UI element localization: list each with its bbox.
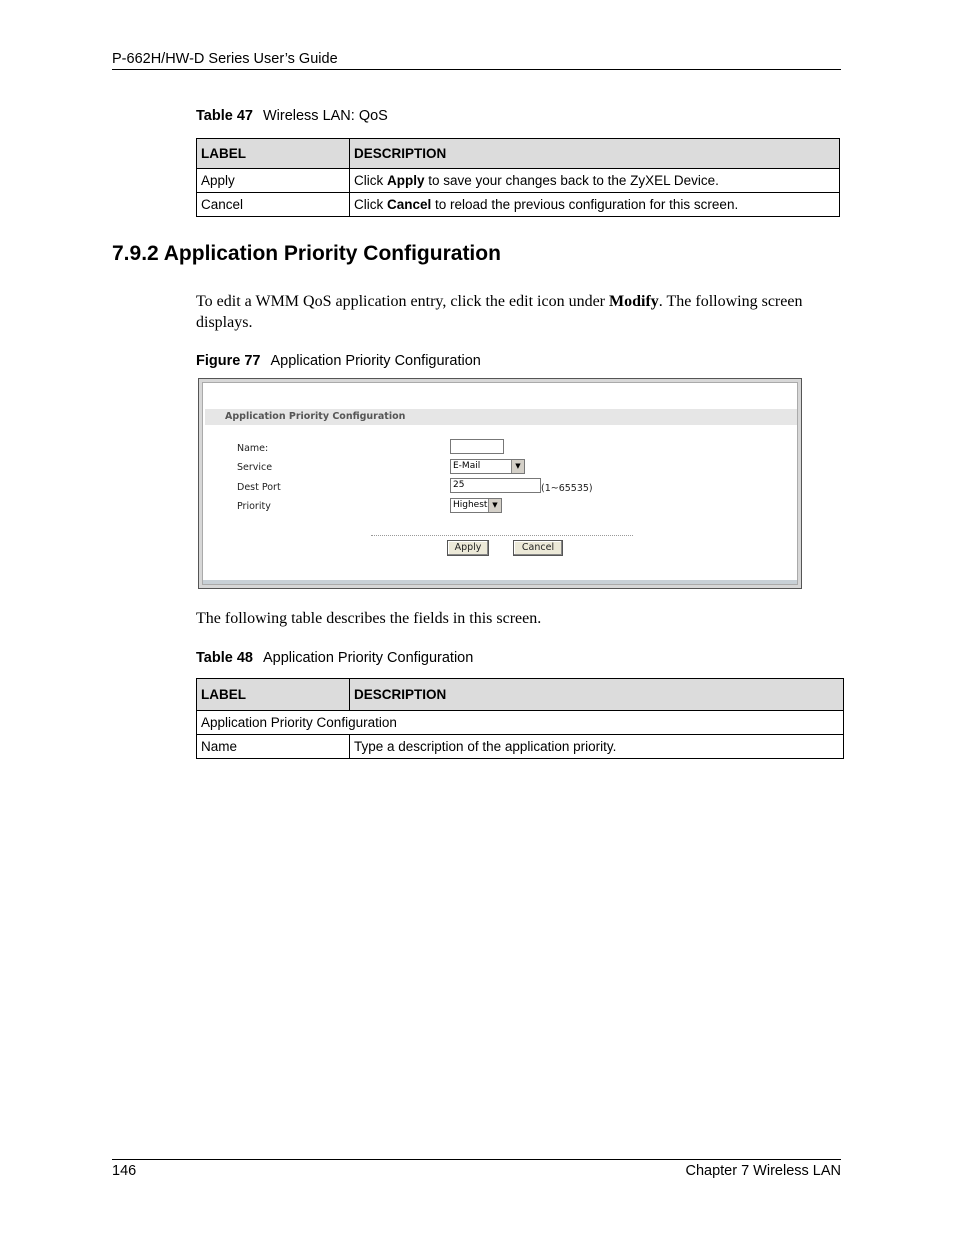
priority-selected-value: Highest [453, 500, 488, 510]
table-row [197, 193, 840, 217]
cancel-button[interactable]: Cancel [513, 540, 563, 556]
figure-77-title: Application Priority Configuration [270, 353, 481, 369]
table-47-number: Table 47 [196, 108, 253, 124]
guide-title: P-662H/HW-D Series User’s Guide [112, 51, 338, 67]
table-48 [196, 678, 844, 759]
chevron-down-icon: ▼ [511, 460, 524, 473]
table-47 [196, 138, 840, 217]
apply-button[interactable]: Apply [447, 540, 489, 556]
section-row-label: Application Priority Configuration [197, 711, 844, 735]
service-selected-value: E-Mail [453, 461, 481, 471]
column-header-description: DESCRIPTION [350, 679, 844, 711]
table-48-caption [196, 650, 473, 666]
divider [371, 535, 633, 536]
dest-port-label: Dest Port [237, 482, 281, 493]
page-number: 146 [112, 1163, 137, 1179]
row-label: Cancel [197, 193, 350, 217]
screen-bottom-border [203, 580, 797, 584]
priority-label: Priority [237, 501, 271, 512]
figure-77-caption [196, 353, 481, 369]
priority-select[interactable] [450, 498, 502, 513]
screen-title: Application Priority Configuration [205, 409, 797, 425]
table-header-row [197, 679, 844, 711]
section-paragraph: To edit a WMM QoS application entry, click the edit icon under Modify. The following screen displays. [196, 293, 803, 331]
chevron-down-icon: ▼ [488, 499, 501, 512]
config-screen [202, 382, 798, 585]
figure-77-screenshot [198, 378, 802, 589]
service-select[interactable] [450, 459, 525, 474]
section-heading: 7.9.2 Application Priority Configuration [112, 242, 501, 265]
table-47-caption [196, 108, 388, 124]
table-47-title: Wireless LAN: QoS [262, 108, 388, 124]
running-footer [112, 1159, 841, 1179]
row-label: Name [197, 735, 350, 759]
row-description: Type a description of the application priority. [350, 735, 844, 759]
running-header [112, 51, 841, 70]
column-header-description: DESCRIPTION [350, 139, 840, 169]
figure-77-number: Figure 77 [196, 353, 261, 369]
column-header-label: LABEL [197, 679, 350, 711]
table-section-row [197, 711, 844, 735]
row-label: Apply [197, 169, 350, 193]
service-label: Service [237, 462, 273, 473]
name-input[interactable] [450, 439, 504, 454]
dest-port-input[interactable]: 25 [450, 478, 541, 493]
row-description: Click Apply to save your changes back to the ZyXEL Device. [350, 169, 840, 193]
row-description: Click Cancel to reload the previous configuration for this screen. [350, 193, 840, 217]
dest-port-range-hint: (1~65535) [541, 483, 593, 494]
table-row [197, 169, 840, 193]
chapter-name: Chapter 7 Wireless LAN [685, 1163, 841, 1179]
table-row [197, 735, 844, 759]
table-header-row [197, 139, 840, 169]
after-figure-paragraph: The following table describes the fields in this screen. [196, 610, 542, 627]
name-label: Name: [237, 443, 269, 454]
table-48-title: Application Priority Configuration [262, 650, 474, 666]
column-header-label: LABEL [197, 139, 350, 169]
table-48-number: Table 48 [196, 650, 253, 666]
